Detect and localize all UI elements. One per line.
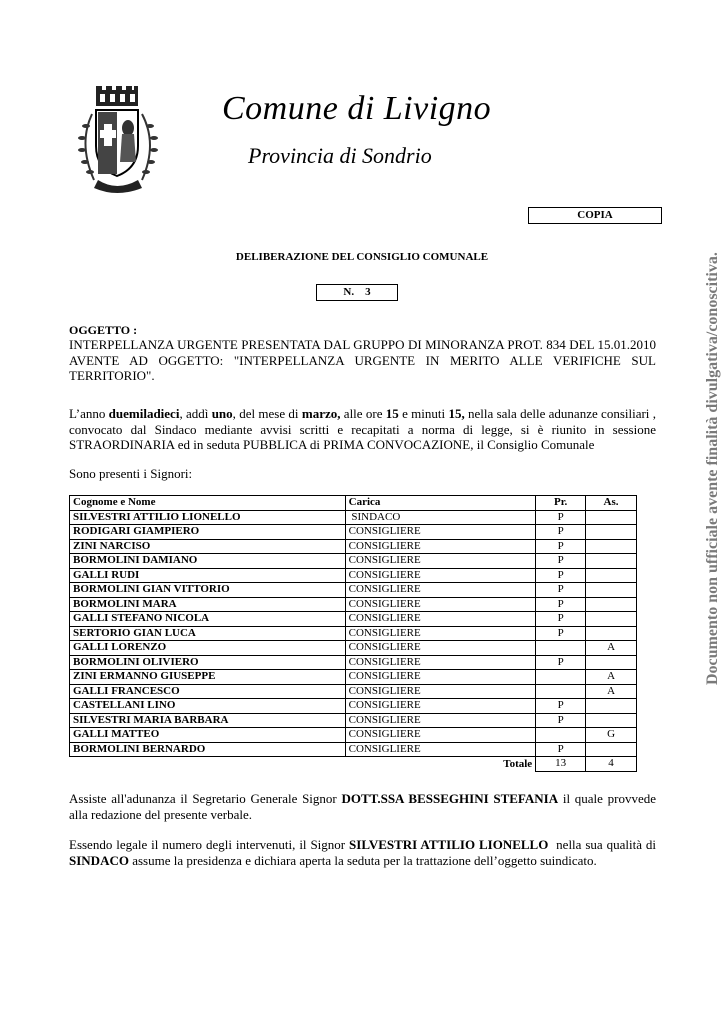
- absent-mark: [586, 525, 637, 540]
- quorum-text: assume la presidenza e dichiara aperta la seduta per la trattazione dell’oggetto suindicato.: [128, 852, 597, 868]
- member-role: CONSIGLIERE: [345, 713, 536, 728]
- member-role: CONSIGLIERE: [345, 583, 536, 598]
- document-heading: DELIBERAZIONE DEL CONSIGLIO COMUNALE: [235, 251, 489, 263]
- quorum-paragraph: [69, 837, 660, 868]
- municipality-title: Comune di Livigno: [222, 90, 492, 127]
- quorum-text: Essendo legale il numero degli intervenuti, il Signor: [69, 837, 350, 852]
- member-name: GALLI LORENZO: [70, 641, 346, 656]
- present-mark: P: [536, 713, 586, 728]
- member-name: BORMOLINI MARA: [70, 597, 346, 612]
- member-role: CONSIGLIERE: [345, 568, 536, 583]
- absent-mark: [586, 713, 637, 728]
- table-row: [70, 539, 637, 554]
- table-row: [70, 568, 637, 583]
- table-row: [70, 583, 637, 598]
- secretary-text: Assiste all'adunanza il Segretario Generale Signor: [69, 791, 342, 806]
- member-role: CONSIGLIERE: [345, 699, 536, 714]
- subject-text: INTERPELLANZA URGENTE PRESENTATA DAL GRUPPO DI MINORANZA PROT. 834 DEL 15.01.2010 AVENTE AD OGGETTO: "INTERPELLANZA URGENTE IN MERITO ALLE VERIFICHE SUL TERRITORIO".: [69, 337, 656, 383]
- column-header-role: Carica: [345, 496, 536, 511]
- deliberation-number-box: N. 3: [316, 284, 398, 301]
- total-present: 13: [536, 757, 586, 772]
- present-mark: P: [536, 583, 586, 598]
- present-mark: P: [536, 612, 586, 627]
- member-name: SILVESTRI MARIA BARBARA: [70, 713, 346, 728]
- present-mark: P: [536, 510, 586, 525]
- table-row: [70, 670, 637, 685]
- copy-label-box: COPIA: [528, 207, 662, 224]
- intro-text: alle ore: [340, 406, 386, 421]
- present-mark: [536, 728, 586, 743]
- member-name: GALLI STEFANO NICOLA: [70, 612, 346, 627]
- present-mark: P: [536, 742, 586, 757]
- table-row: [70, 510, 637, 525]
- absent-mark: A: [586, 641, 637, 656]
- month: marzo,: [301, 406, 341, 421]
- present-mark: P: [536, 699, 586, 714]
- session-intro-paragraph: [69, 406, 656, 453]
- member-name: GALLI RUDI: [70, 568, 346, 583]
- province-subtitle: Provincia di Sondrio: [248, 143, 432, 168]
- attendance-table: [69, 495, 637, 772]
- member-role: SINDACO: [345, 510, 536, 525]
- table-row: [70, 684, 637, 699]
- present-mark: [536, 684, 586, 699]
- absent-mark: [586, 510, 637, 525]
- intro-text: nella sala delle adunanze consiliari , convocato dal Sindaco mediante avvisi scritti e recapitati a norma di legge, si è riunito in sessione STRAORDINARIA ed in seduta PUBBLICA di PRIMA CONVOCAZIONE, il Consiglio Comunale: [69, 406, 656, 452]
- watermark: Documento non ufficiale avente finalità divulgativa/conoscitiva.: [704, 252, 721, 685]
- intro-text: e minuti: [398, 406, 449, 421]
- empty-cell: [70, 757, 346, 772]
- absent-mark: [586, 612, 637, 627]
- member-role: CONSIGLIERE: [345, 670, 536, 685]
- day-words: uno: [211, 406, 233, 421]
- member-role: CONSIGLIERE: [345, 554, 536, 569]
- table-row: [70, 713, 637, 728]
- column-header-absent: As.: [586, 496, 637, 511]
- column-header-present: Pr.: [536, 496, 586, 511]
- member-role: CONSIGLIERE: [345, 641, 536, 656]
- minutes: 15,: [448, 406, 465, 421]
- absent-mark: G: [586, 728, 637, 743]
- year-words: duemiladieci: [108, 406, 180, 421]
- member-name: BORMOLINI OLIVIERO: [70, 655, 346, 670]
- present-mark: P: [536, 554, 586, 569]
- member-role: CONSIGLIERE: [345, 597, 536, 612]
- quorum-text: nella sua qualità di: [548, 837, 660, 852]
- table-row: [70, 626, 637, 641]
- table-row: [70, 554, 637, 569]
- table-row: [70, 728, 637, 743]
- member-name: BORMOLINI DAMIANO: [70, 554, 346, 569]
- member-name: GALLI FRANCESCO: [70, 684, 346, 699]
- secretary-text: il quale provvede alla redazione del presente verbale.: [69, 791, 657, 822]
- table-row: [70, 699, 637, 714]
- table-row: [70, 641, 637, 656]
- table-header-row: [70, 496, 637, 511]
- column-header-name: Cognome e Nome: [70, 496, 346, 511]
- secretary-name: DOTT.SSA BESSEGHINI STEFANIA: [341, 791, 559, 806]
- table-row: [70, 597, 637, 612]
- intro-text: , del mese di: [232, 406, 302, 421]
- member-name: BORMOLINI GIAN VITTORIO: [70, 583, 346, 598]
- member-name: GALLI MATTEO: [70, 728, 346, 743]
- present-mark: [536, 670, 586, 685]
- present-mark: P: [536, 626, 586, 641]
- member-name: BORMOLINI BERNARDO: [70, 742, 346, 757]
- president-role: SINDACO: [69, 852, 129, 868]
- present-mark: P: [536, 539, 586, 554]
- member-name: SILVESTRI ATTILIO LIONELLO: [70, 510, 346, 525]
- present-mark: P: [536, 655, 586, 670]
- absent-mark: A: [586, 670, 637, 685]
- subject-label: OGGETTO :: [69, 323, 138, 337]
- member-name: ZINI NARCISO: [70, 539, 346, 554]
- intro-text: L’anno: [69, 406, 109, 421]
- hour: 15: [385, 406, 399, 421]
- member-role: CONSIGLIERE: [345, 626, 536, 641]
- president-name: SILVESTRI ATTILIO LIONELLO: [349, 837, 549, 852]
- absent-mark: A: [586, 684, 637, 699]
- absent-mark: [586, 626, 637, 641]
- present-mark: P: [536, 525, 586, 540]
- total-label: Totale: [503, 757, 533, 770]
- present-mark: P: [536, 597, 586, 612]
- table-row: [70, 525, 637, 540]
- absent-mark: [586, 742, 637, 757]
- present-mark: [536, 641, 586, 656]
- absent-mark: [586, 583, 637, 598]
- member-role: CONSIGLIERE: [345, 742, 536, 757]
- absent-mark: [586, 539, 637, 554]
- table-row: [70, 742, 637, 757]
- member-name: ZINI ERMANNO GIUSEPPE: [70, 670, 346, 685]
- member-role: CONSIGLIERE: [345, 684, 536, 699]
- absent-mark: [586, 597, 637, 612]
- coat-of-arms-icon: [72, 84, 164, 196]
- member-name: CASTELLANI LINO: [70, 699, 346, 714]
- present-mark: P: [536, 568, 586, 583]
- absent-mark: [586, 655, 637, 670]
- absent-mark: [586, 568, 637, 583]
- member-role: CONSIGLIERE: [345, 655, 536, 670]
- table-row: [70, 612, 637, 627]
- absent-mark: [586, 699, 637, 714]
- member-name: RODIGARI GIAMPIERO: [70, 525, 346, 540]
- member-name: SERTORIO GIAN LUCA: [70, 626, 346, 641]
- member-role: CONSIGLIERE: [345, 612, 536, 627]
- totals-row: [70, 757, 637, 772]
- member-role: CONSIGLIERE: [345, 525, 536, 540]
- secretary-paragraph: [69, 791, 656, 822]
- intro-text: , addì: [179, 406, 212, 421]
- present-intro: Sono presenti i Signori:: [69, 466, 193, 481]
- table-row: [70, 655, 637, 670]
- member-role: CONSIGLIERE: [345, 539, 536, 554]
- total-absent: 4: [586, 757, 637, 772]
- member-role: CONSIGLIERE: [345, 728, 536, 743]
- absent-mark: [586, 554, 637, 569]
